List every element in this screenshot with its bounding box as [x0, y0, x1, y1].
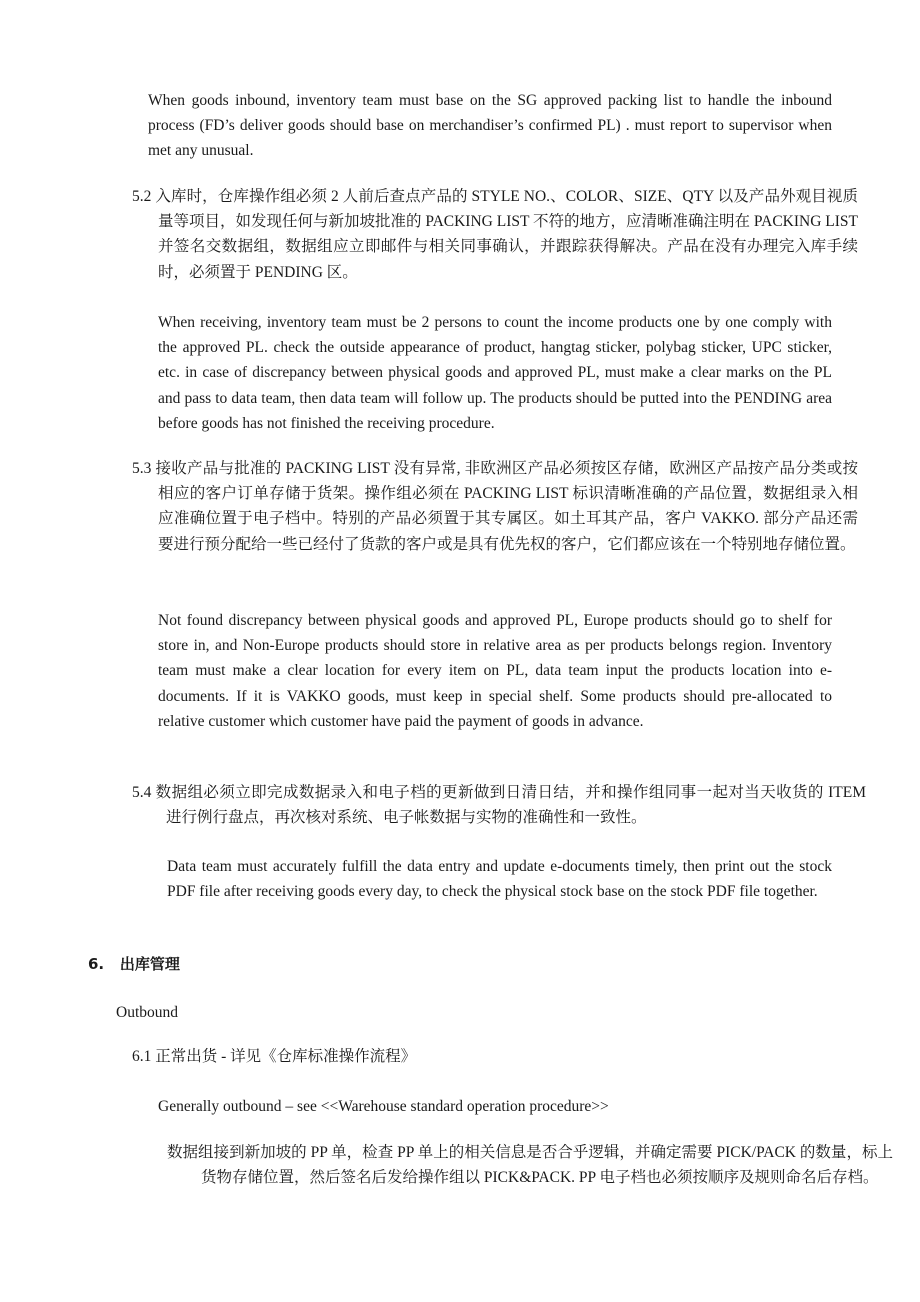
- section-6-1-zh-detail: 数据组接到新加坡的 PP 单，检查 PP 单上的相关信息是否合乎逻辑，并确定需要 PICK/PACK 的数量，标上货物存储位置，然后签名后发给操作组以 PICK&PACK. PP 电子档也必须按顺序及规则命名后存档。: [167, 1144, 893, 1187]
- section-number: 5.2: [132, 188, 152, 205]
- section-6-heading: [88, 952, 180, 977]
- section-number: 5.4: [132, 784, 152, 801]
- section-5-2-en: When receiving, inventory team must be 2 persons to count the income products one by one comply with the approved PL. check the outside appearance of product, hangtag sticker, polybag sticker, UPC sticker, etc. in case of discrepancy between physical goods and approved PL, must make a clear marks on the PL and pass to data team, then data team will follow up. The products should be putted into the PENDING area before goods has not finished the receiving procedure.: [158, 314, 832, 432]
- section-number: 6.: [88, 955, 105, 973]
- section-6-1-en: Generally outbound – see <<Warehouse standard operation procedure>>: [158, 1098, 609, 1115]
- section-title: 出库管理: [119, 955, 180, 973]
- section-5-3-zh: 5.3 接收产品与批准的 PACKING LIST 没有异常, 非欧洲区产品必须按区存储，欧洲区产品按产品分类或按相应的客户订单存储于货架。操作组必须在 PACKING LIST 标识清晰准确的产品位置，数据组录入相应准确位置于电子档中。特别的产品必须置于其专属区。如土耳其产品，客户 VAKKO. 部分产品还需要进行预分配给一些已经付了货款的客户或是具有优先权的客户，它们都应该在一个特别地存储位置。: [132, 460, 858, 553]
- section-5-4-zh: 5.4 数据组必须立即完成数据录入和电子档的更新做到日清日结，并和操作组同事一起对当天收货的 ITEM 进行例行盘点，再次核对系统、电子帐数据与实物的准确性和一致性。: [132, 784, 867, 827]
- intro-paragraph-en: When goods inbound, inventory team must base on the SG approved packing list to handle the inbound process (FD’s deliver goods should base on merchandiser’s confirmed PL) . must report to supervisor when met any unusual.: [148, 92, 832, 160]
- section-number: 6.1: [132, 1048, 152, 1065]
- section-5-2-zh: 5.2 入库时，仓库操作组必须 2 人前后查点产品的 STYLE NO.、COLOR、SIZE、QTY 以及产品外观目视质量等项目，如发现任何与新加坡批准的 PACKING LIST 不符的地方，应清晰准确注明在 PACKING LIST 并签名交数据组，数据组应立即邮件与相关同事确认，并跟踪获得解决。产品在没有办理完入库手续时，必须置于 PENDING 区。: [132, 188, 859, 281]
- section-5-3-en: Not found discrepancy between physical goods and approved PL, Europe products should go to shelf for store in, and Non-Europe products should store in relative area as per products belongs region. Inventory team must make a clear location for every item on PL, data team input the products location into e-documents. If it is VAKKO goods, must keep in special shelf. Some products should pre-allocated to relative customer which customer have paid the payment of goods in advance.: [158, 612, 832, 730]
- section-5-4-en: Data team must accurately fulfill the data entry and update e-documents timely, then print out the stock PDF file after receiving goods every day, to check the physical stock base on the stock PDF file together.: [167, 858, 832, 901]
- section-6-subtitle: Outbound: [116, 1004, 178, 1021]
- section-6-1-zh: 6.1 正常出货 - 详见《仓库标准操作流程》: [132, 1048, 417, 1065]
- section-number: 5.3: [132, 460, 152, 477]
